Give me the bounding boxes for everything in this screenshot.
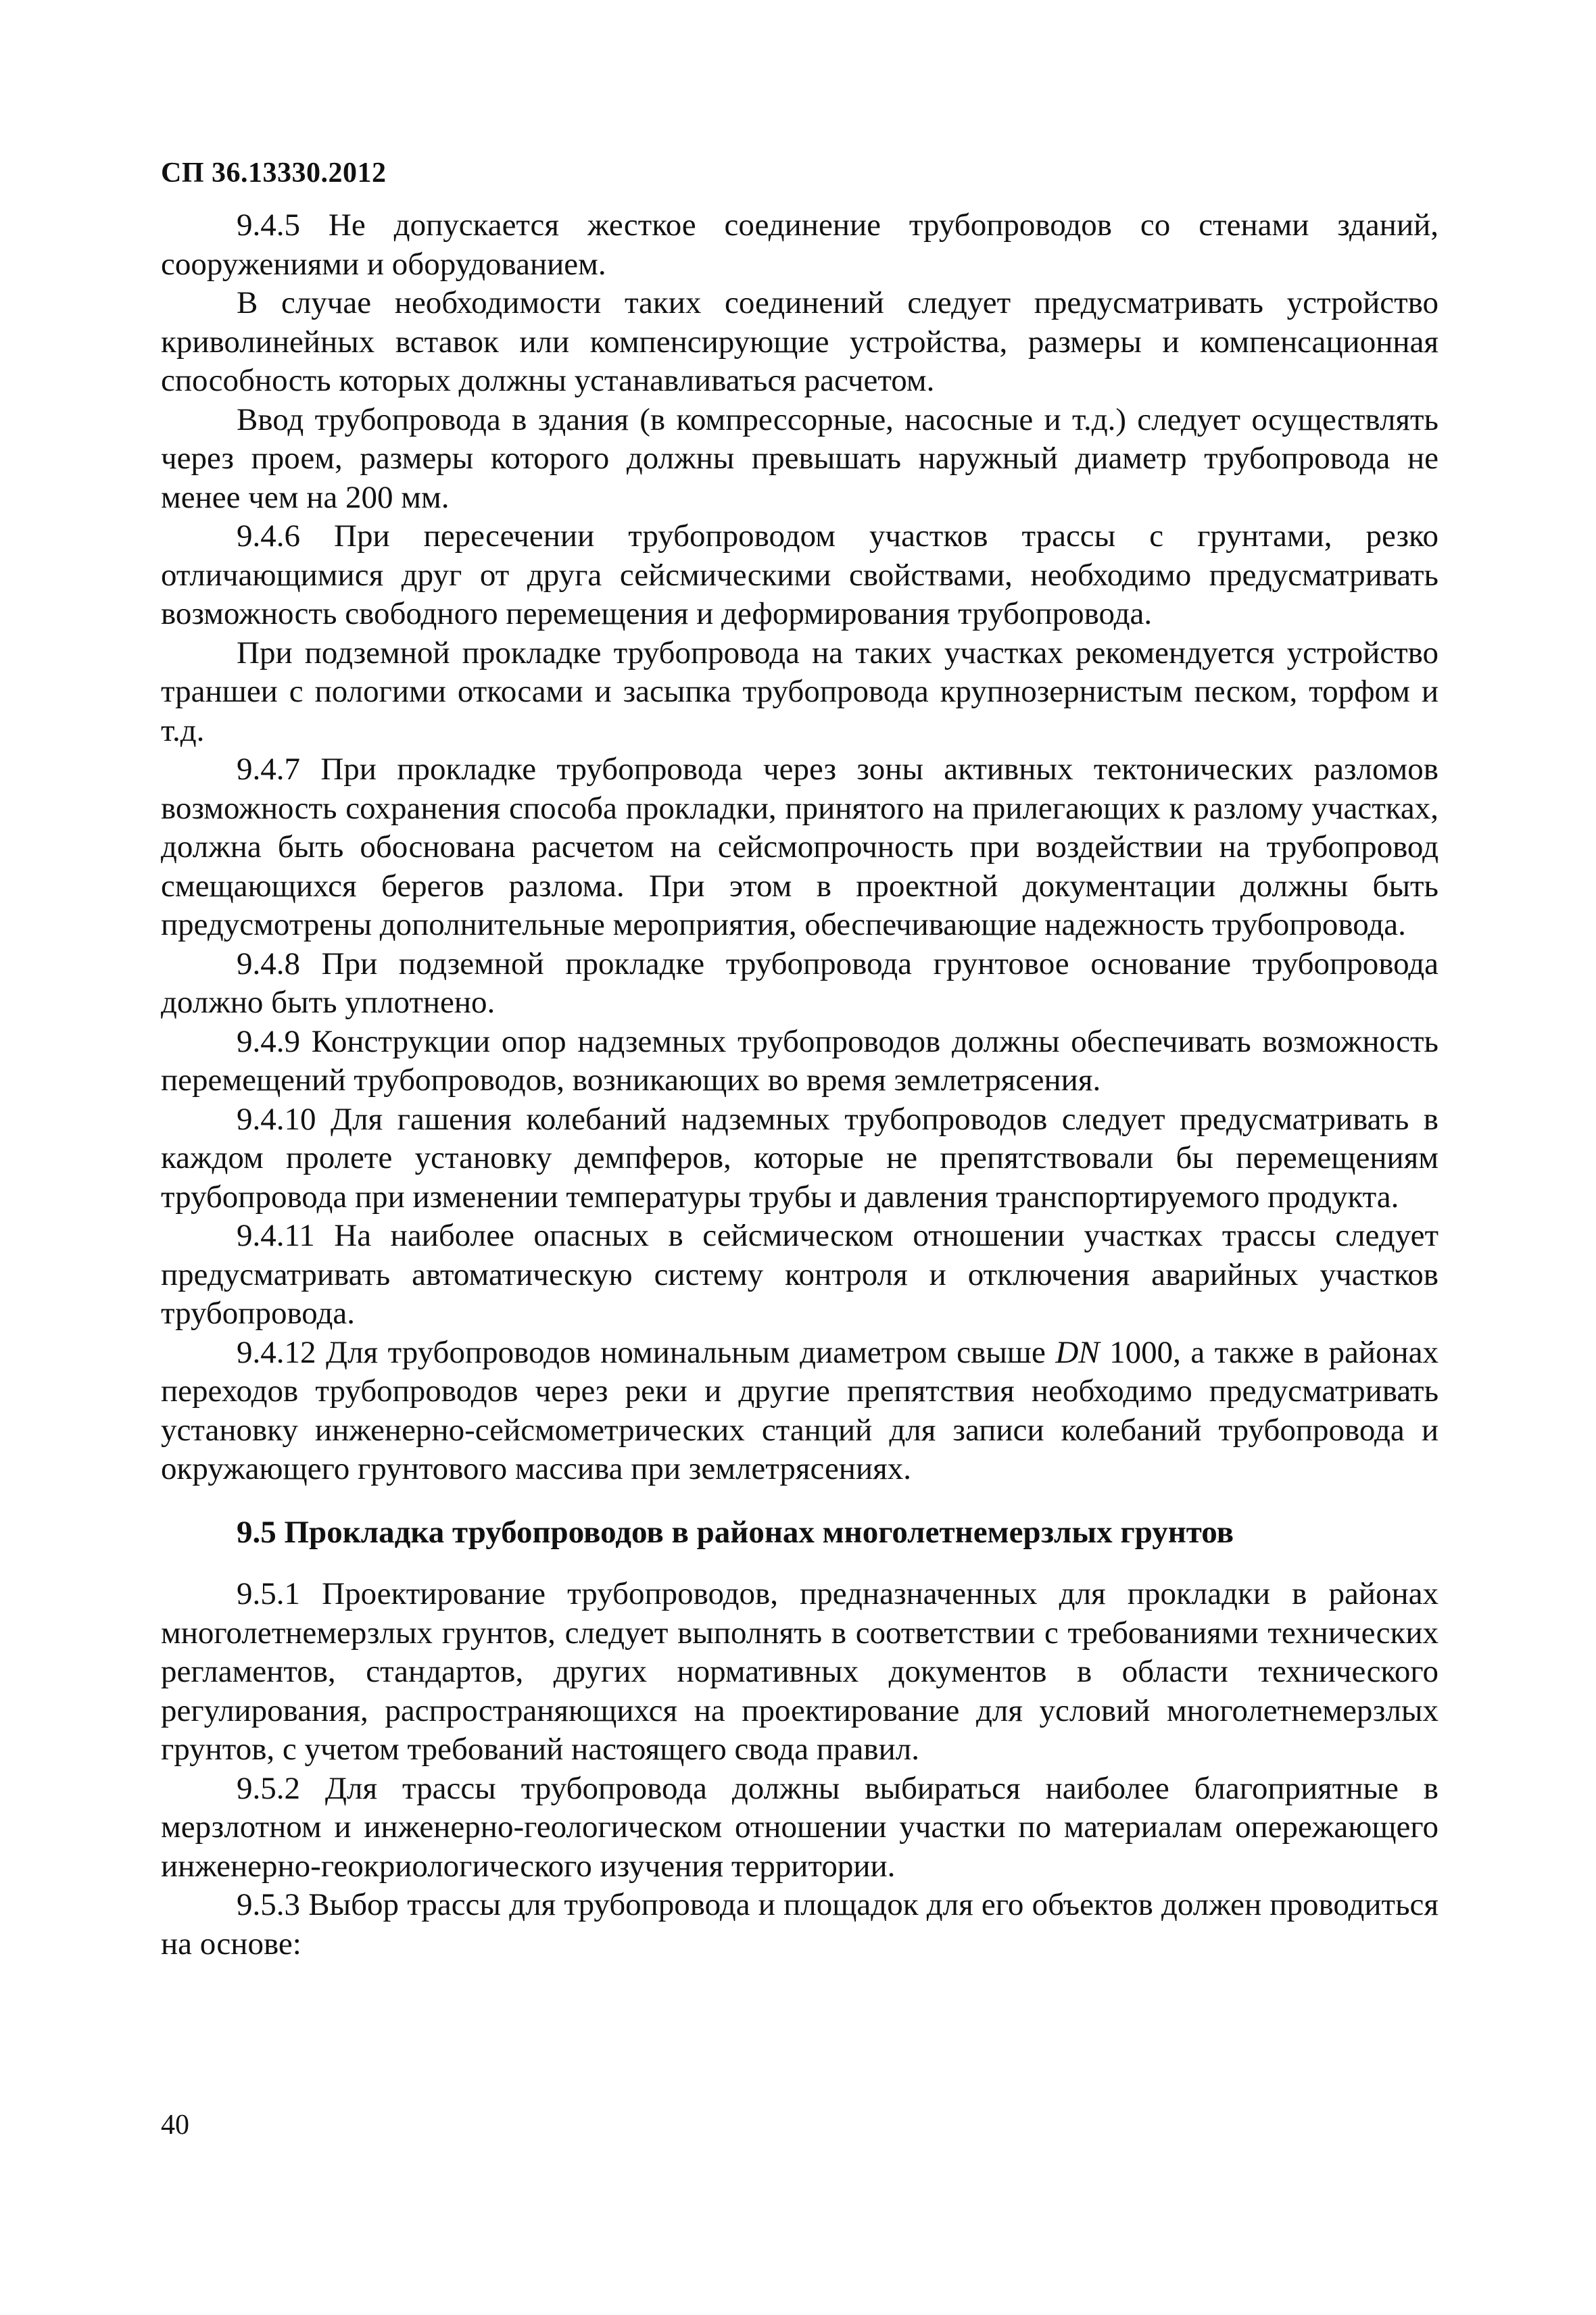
document-page <box>161 0 1438 2315</box>
paragraph-9-4-10: 9.4.10 Для гашения колебаний надземных трубопроводов следует предусматривать в каждом пролете установку демпферов, которые не препятствовали бы перемещениям трубопровода при изменении температуры трубы и давления транспортируемого продукта. <box>161 1101 1438 1215</box>
dn-symbol: DN <box>1055 1334 1100 1370</box>
paragraph-9-4-5: 9.4.5 Не допускается жесткое соединение трубопроводов со стенами зданий, сооружениями и оборудованием. <box>161 208 1438 282</box>
paragraph-9-4-12-start: 9.4.12 Для трубопроводов номинальным диаметром свыше <box>237 1334 1056 1370</box>
paragraph-9-4-6-trench: При подземной прокладке трубопровода на таких участках рекомендуется устройство траншеи с пологими откосами и засыпка трубопровода крупнозернистым песком, торфом и т.д. <box>161 635 1438 748</box>
paragraph-9-5-2: 9.5.2 Для трассы трубопровода должны выбираться наиболее благоприятные в мерзлотном и инженерно-геологическом отношении участки по материалам опережающего инженерно-геокриологического изучения территории. <box>161 1770 1438 1884</box>
paragraph-9-4-12-rest: 1000, а также в районах переходов трубопроводов через реки и другие препятствия необходимо предусматривать установку инженерно-сейсмометрических станций для записи колебаний трубопровода и окружающего грунтового массива при землетрясениях. <box>161 1334 1438 1486</box>
paragraph-9-4-11: 9.4.11 На наиболее опасных в сейсмическом отношении участках трассы следует предусматривать автоматическую систему контроля и отключения аварийных участков трубопровода. <box>161 1218 1438 1331</box>
paragraph-9-4-5-inlet: Ввод трубопровода в здания (в компрессорные, насосные и т.д.) следует осуществлять через проем, размеры которого должны превышать наружный диаметр трубопровода не менее чем на 200 мм. <box>161 401 1438 515</box>
section-heading-9-5: 9.5 Прокладка трубопроводов в районах многолетнемерзлых грунтов <box>237 1514 1234 1550</box>
paragraph-9-4-9: 9.4.9 Конструкции опор надземных трубопроводов должны обеспечивать возможность перемещений трубопроводов, возникающих во время землетрясения. <box>161 1023 1438 1098</box>
document-code: СП 36.13330.2012 <box>161 157 387 189</box>
document-body <box>161 206 1438 1964</box>
paragraph-9-4-7: 9.4.7 При прокладке трубопровода через зоны активных тектонических разломов возможность сохранения способа прокладки, принятого на прилегающих к разлому участках, должна быть обоснована расчетом на сейсмопрочность при воздействии на трубопровод смещающихся берегов разлома. При этом в проектной документации должны быть предусмотрены дополнительные мероприятия, обеспечивающие надежность трубопровода. <box>161 752 1438 942</box>
paragraph-9-4-5-connections: В случае необходимости таких соединений следует предусматривать устройство криволинейных вставок или компенсирующие устройства, размеры и компенсационная способность которых должны устанавливаться расчетом. <box>161 285 1438 398</box>
paragraph-9-5-1: 9.5.1 Проектирование трубопроводов, предназначенных для прокладки в районах многолетнемерзлых грунтов, следует выполнять в соответствии с требованиями технических регламентов, стандартов, других нормативных документов в области технического регулирования, распространяющихся на проектирование для условий многолетнемерзлых грунтов, с учетом требований настоящего свода правил. <box>161 1576 1438 1767</box>
paragraph-9-4-8: 9.4.8 При подземной прокладке трубопровода грунтовое основание трубопровода должно быть уплотнено. <box>161 946 1438 1020</box>
page-number: 40 <box>161 2110 189 2141</box>
paragraph-9-5-3: 9.5.3 Выбор трассы для трубопровода и площадок для его объектов должен проводиться на основе: <box>161 1887 1438 1961</box>
paragraph-9-4-12 <box>161 1334 1438 1489</box>
paragraph-9-4-6: 9.4.6 При пересечении трубопроводом участков трассы с грунтами, резко отличающимися друг от друга сейсмическими свойствами, необходимо предусматривать возможность свободного перемещения и деформирования трубопровода. <box>161 518 1438 631</box>
